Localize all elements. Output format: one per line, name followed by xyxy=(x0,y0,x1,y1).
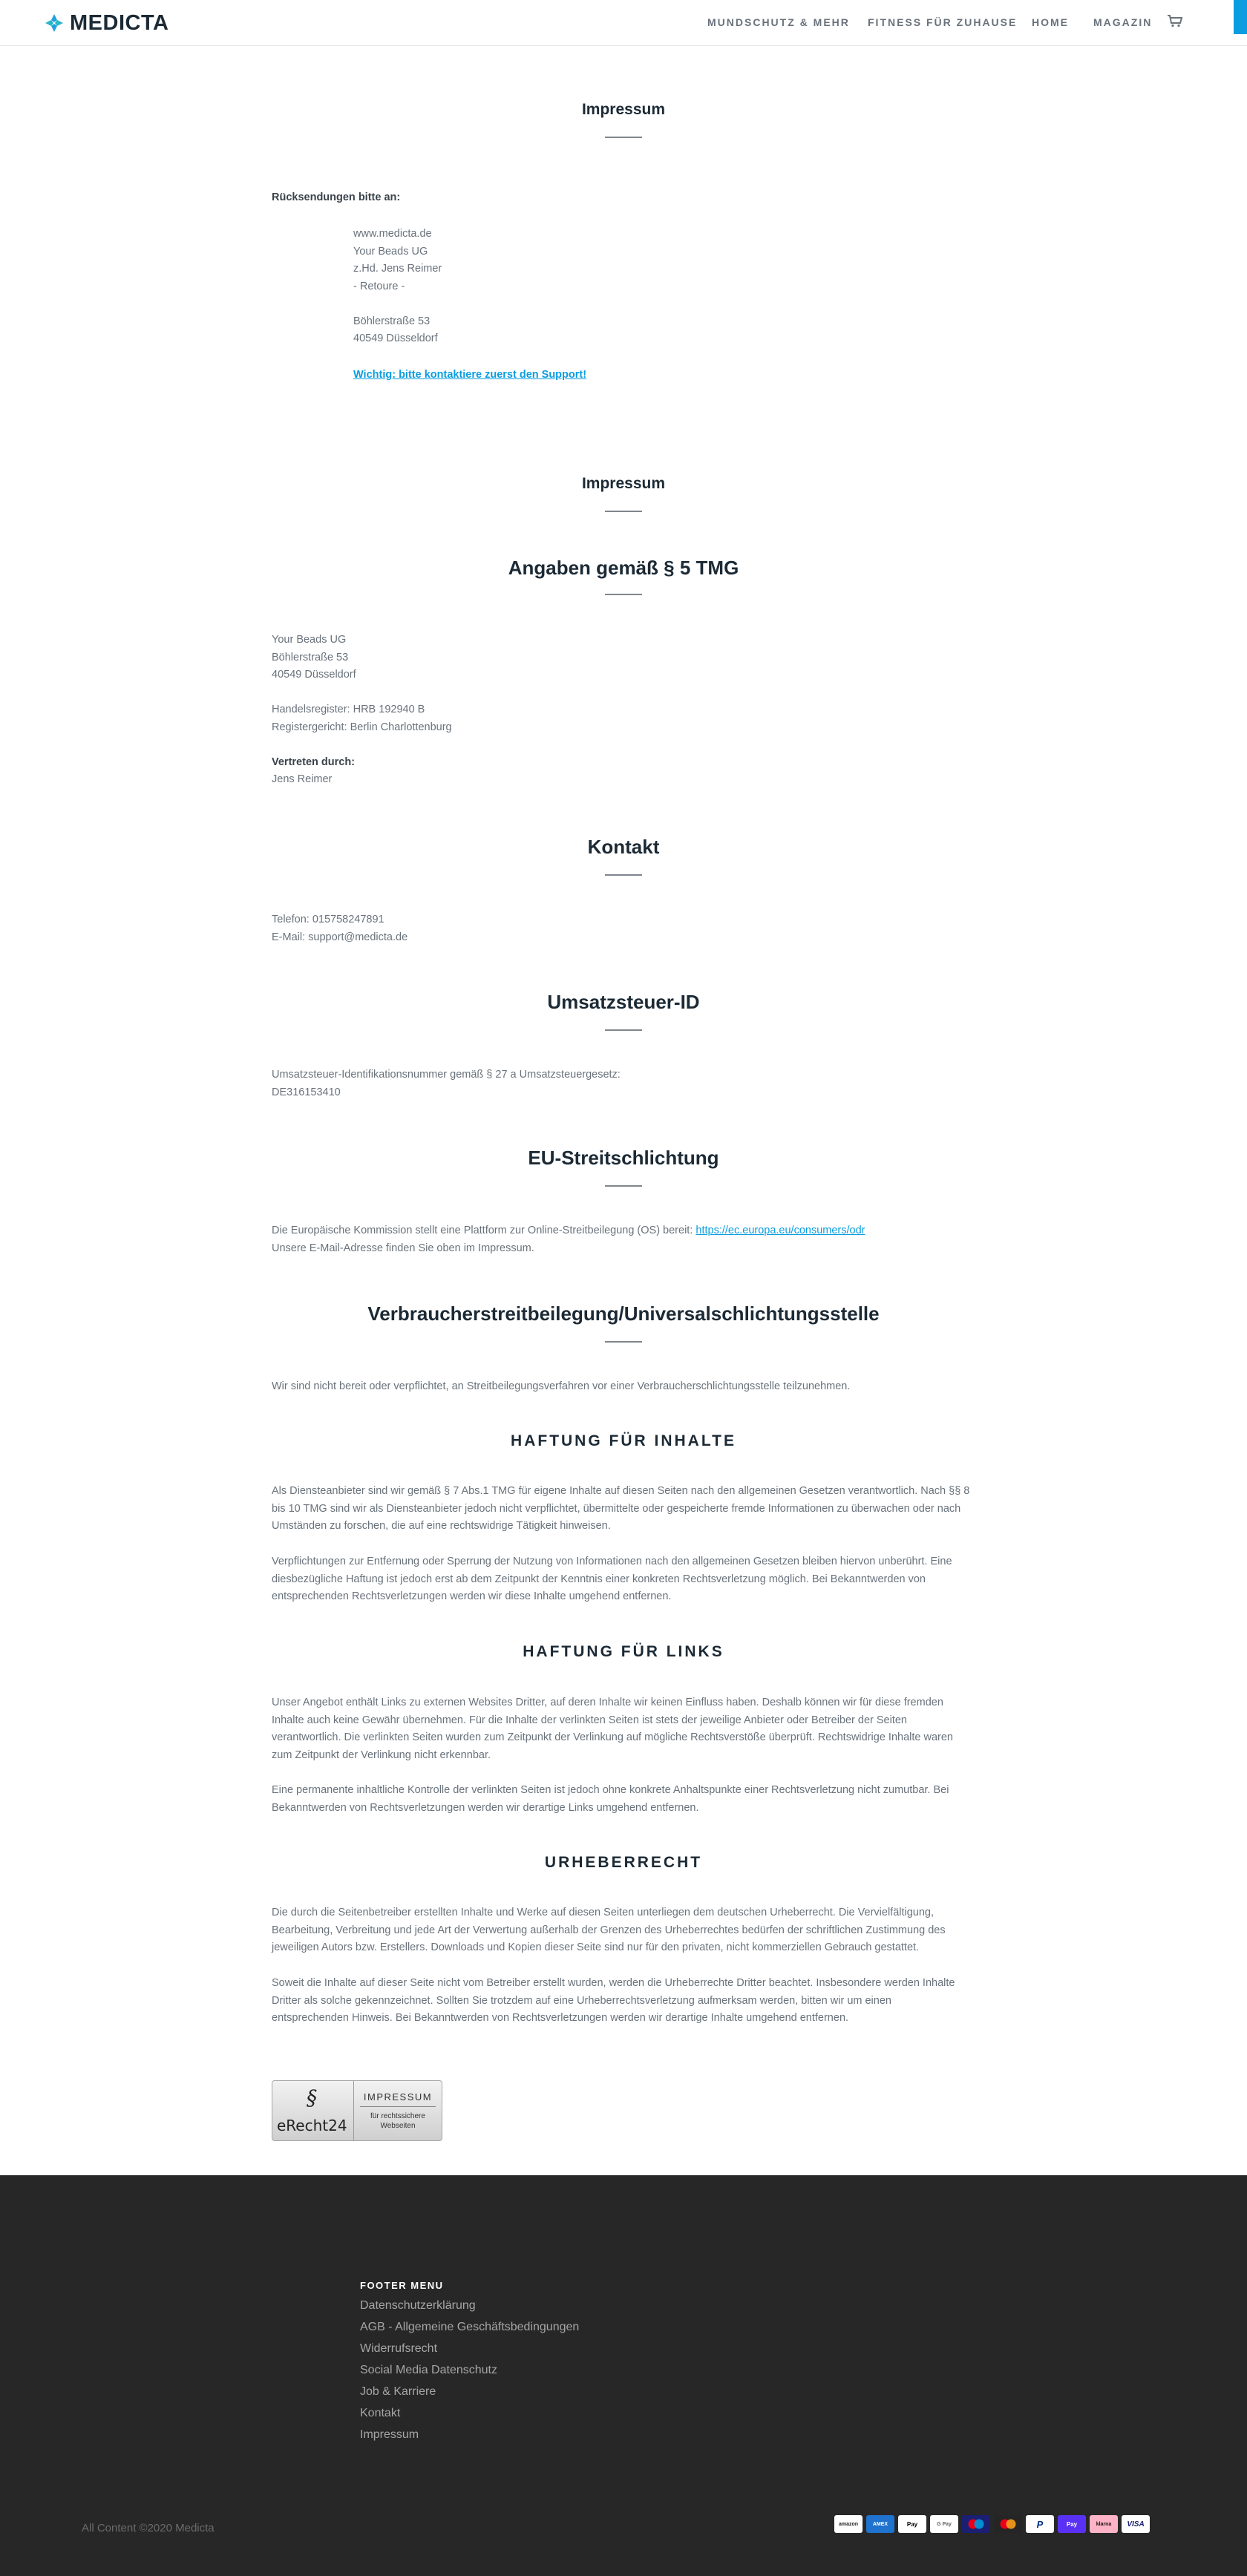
nav-mundschutz[interactable]: MUNDSCHUTZ & MEHR xyxy=(707,16,850,28)
represented-label: Vertreten durch: xyxy=(272,756,355,768)
address-line: - Retoure - xyxy=(353,280,405,292)
divider xyxy=(605,1341,642,1343)
haftung-links-title: HAFTUNG FÜR LINKS xyxy=(523,1643,724,1660)
amazon-pay-icon xyxy=(834,2515,863,2533)
footer-link-agb[interactable]: AGB - Allgemeine Geschäftsbedingungen xyxy=(360,2321,580,2333)
footer-link-jobs[interactable]: Job & Karriere xyxy=(360,2385,436,2398)
text-line: entsprechenden Rechtsverletzungen werden wir diese Inhalte umgehend entfernen. xyxy=(272,1590,672,1602)
nav-magazin[interactable]: MAGAZIN xyxy=(1093,16,1153,28)
returns-title: Impressum xyxy=(581,101,666,118)
google-pay-label: G Pay xyxy=(937,2521,952,2527)
text-line: Bearbeitung, Verbreitung und jede Art der Verwertung außerhalb der Grenzen des Urheberrechtes bedürfen der schriftlichen Zustimmung des xyxy=(272,1924,946,1936)
divider xyxy=(605,511,642,512)
text-line: Inhalte auch keine Gewähr übernehmen. Für die Inhalte der verlinkten Seiten ist stets der jeweilige Anbieter oder Betreiber der Seiten xyxy=(272,1714,907,1726)
cart-icon[interactable] xyxy=(1167,14,1183,27)
paypal-icon xyxy=(1026,2515,1054,2533)
ust-line: Umsatzsteuer-Identifikationsnummer gemäß § 27 a Umsatzsteuergesetz: xyxy=(272,1069,621,1081)
text-line: Dritter als solche gekennzeichnet. Sollten Sie trotzdem auf eine Urheberrechtsverletzung aufmerksam werden, bitten wir um einen xyxy=(272,1994,891,2007)
ust-number: DE316153410 xyxy=(272,1086,341,1098)
company-line: 40549 Düsseldorf xyxy=(272,669,356,681)
address-line: 40549 Düsseldorf xyxy=(353,332,438,344)
erecht24-badge[interactable] xyxy=(272,2080,442,2141)
klarna-label: klarna xyxy=(1096,2521,1112,2527)
google-pay-icon xyxy=(930,2515,958,2533)
address-line: Your Beads UG xyxy=(353,245,428,258)
paypal-label: P xyxy=(1036,2518,1044,2530)
ust-title: Umsatzsteuer-ID xyxy=(547,991,700,1013)
urheberrecht-p1 xyxy=(272,1904,972,1957)
haftung-links-p2 xyxy=(272,1782,972,1817)
company-address xyxy=(272,632,452,789)
side-tab[interactable] xyxy=(1234,0,1247,34)
eu-title: EU-Streitschlichtung xyxy=(528,1147,719,1169)
text-line: entsprechenden Hinweis. Bei Bekanntwerden von Rechtsverletzungen werden wir derartige Inhalte umgehend entfernen. xyxy=(272,2012,849,2024)
phone-text: Telefon: 015758247891 xyxy=(272,914,384,925)
text-line: diesbezügliche Haftung ist jedoch erst ab dem Zeitpunkt der Kenntnis einer konkreten Rechtsverletzung möglich. Bei Bekanntwerden von xyxy=(272,1573,926,1585)
badge-title: IMPRESSUM xyxy=(363,2091,433,2103)
footer-menu-title: FOOTER MENU xyxy=(360,2280,444,2291)
address-line: z.Hd. Jens Reimer xyxy=(353,263,442,275)
eu-odr-link[interactable]: https://ec.europa.eu/consumers/odr xyxy=(695,1225,865,1236)
ust-text xyxy=(272,1066,621,1101)
shop-pay-label: Pay xyxy=(1066,2520,1078,2528)
divider xyxy=(605,874,642,876)
shop-pay-icon xyxy=(1058,2515,1086,2533)
contact-info xyxy=(272,911,408,946)
text-line: bis 10 TMG sind wir als Diensteanbieter jedoch nicht verpflichtet, übermittelte oder gespeicherte fremde Informationen zu überwachen oder nach xyxy=(272,1502,961,1515)
visa-label: VISA xyxy=(1127,2520,1145,2529)
eu-text-line: Die Europäische Kommission stellt eine Plattform zur Online-Streitbeilegung (OS) bereit: xyxy=(272,1225,693,1236)
badge-sub2: Webseiten xyxy=(380,2122,416,2130)
returns-label: Rücksendungen bitte an: xyxy=(272,191,401,203)
urheberrecht-p2 xyxy=(272,1975,972,2028)
represented-name: Jens Reimer xyxy=(272,773,333,785)
divider xyxy=(605,137,642,138)
footer-link-impressum[interactable]: Impressum xyxy=(360,2428,419,2441)
logo[interactable] xyxy=(45,10,168,36)
visa-icon xyxy=(1122,2515,1150,2533)
badge-brand-panel xyxy=(272,2081,354,2140)
vsbg-title: Verbraucherstreitbeilegung/Universalschlichtungsstelle xyxy=(367,1302,880,1325)
logo-icon xyxy=(45,13,64,33)
text-line: jeweiligen Autors bzw. Erstellers. Downloads und Kopien dieser Seite sind nur für den privaten, nicht kommerziellen Gebrauch gestattet. xyxy=(272,1941,920,1953)
impressum-title: Impressum xyxy=(581,475,666,492)
divider xyxy=(605,594,642,595)
company-line: Böhlerstraße 53 xyxy=(272,651,349,663)
maestro-circles-icon xyxy=(966,2518,986,2530)
haftung-inhalte-title: HAFTUNG FÜR INHALTE xyxy=(511,1432,736,1449)
apple-pay-label: Pay xyxy=(906,2520,918,2528)
logo-text: MEDICTA xyxy=(70,10,169,35)
mastercard-icon xyxy=(994,2515,1022,2533)
haftung-links-p1 xyxy=(272,1694,972,1764)
site-header xyxy=(0,0,1247,46)
footer-link-datenschutz[interactable]: Datenschutzerklärung xyxy=(360,2299,476,2312)
support-link[interactable]: Wichtig: bitte kontaktiere zuerst den Support! xyxy=(353,369,587,381)
text-line: Verpflichtungen zur Entfernung oder Sperrung der Nutzung von Informationen nach den allgemeinen Gesetzen bleiben hiervon unberührt. Eine xyxy=(272,1556,952,1567)
text-line: Unser Angebot enthält Links zu externen Websites Dritter, auf deren Inhalte wir keinen Einfluss haben. Deshalb können wir für diese fremden xyxy=(272,1697,943,1708)
footer-link-social-media[interactable]: Social Media Datenschutz xyxy=(360,2364,497,2376)
divider xyxy=(605,1185,642,1187)
returns-address xyxy=(353,226,442,348)
badge-sub1: für rechtssichere xyxy=(370,2112,425,2120)
company-line: Your Beads UG xyxy=(272,634,347,646)
eu-text xyxy=(272,1222,865,1257)
kontakt-title: Kontakt xyxy=(587,836,660,858)
address-line: www.medicta.de xyxy=(353,228,432,240)
vsbg-text: Wir sind nicht bereit oder verpflichtet, an Streitbeilegungsverfahren vor einer Verbraucherschlichtungsstelle teilzunehmen. xyxy=(272,1380,851,1392)
text-line: Eine permanente inhaltliche Kontrolle der verlinkten Seiten ist jedoch ohne konkrete Anhaltspunkte einer Rechtsverletzung nicht zumutbar. Bei xyxy=(272,1784,949,1796)
amex-label: AMEX xyxy=(872,2521,888,2527)
section-sign-icon: § xyxy=(307,2085,317,2110)
text-line: Die durch die Seitenbetreiber erstellten Inhalte und Werke auf diesen Seiten unterliegen dem deutschen Urheberrecht. Die Vervielfältigung, xyxy=(272,1907,935,1918)
text-line: verantwortlich. Die verlinkten Seiten wurden zum Zeitpunkt der Verlinkung auf mögliche Rechtsverstöße überprüft. Rechtswidrige Inhalte waren xyxy=(272,1731,953,1743)
tmg-title: Angaben gemäß § 5 TMG xyxy=(508,557,739,579)
badge-text-panel xyxy=(354,2081,442,2140)
eu-text-line2: Unsere E-Mail-Adresse finden Sie oben im Impressum. xyxy=(272,1242,534,1254)
badge-brand: eRecht24 xyxy=(277,2117,347,2134)
email-text: E-Mail: support@medicta.de xyxy=(272,931,408,943)
text-line: Soweit die Inhalte auf dieser Seite nicht vom Betreiber erstellt wurden, werden die Urheberrechte Dritter beachtet. Insbesondere werden Inhalte xyxy=(272,1977,955,1989)
copyright: All Content ©2020 Medicta xyxy=(82,2522,215,2534)
haftung-inhalte-p1 xyxy=(272,1483,972,1536)
mastercard-circles-icon xyxy=(998,2518,1018,2530)
register-line: Handelsregister: HRB 192940 B xyxy=(272,704,425,715)
text-line: Bekanntwerden von Rechtsverletzungen werden wir derartige Links umgehend entfernen. xyxy=(272,1801,699,1814)
text-line: zum Zeitpunkt der Verlinkung nicht erkennbar. xyxy=(272,1749,491,1761)
text-line: Umständen zu forschen, die auf eine rechtswidrige Tätigkeit hinweisen. xyxy=(272,1520,611,1532)
amex-icon xyxy=(866,2515,894,2533)
nav-fitness[interactable]: FITNESS FÜR ZUHAUSE xyxy=(868,16,1018,28)
divider xyxy=(605,1029,642,1031)
apple-pay-icon xyxy=(898,2515,926,2533)
amazon-label: amazon xyxy=(838,2521,859,2527)
nav-home[interactable]: HOME xyxy=(1032,16,1069,28)
footer-link-widerruf[interactable]: Widerrufsrecht xyxy=(360,2342,438,2355)
register-line: Registergericht: Berlin Charlottenburg xyxy=(272,721,452,733)
klarna-icon xyxy=(1090,2515,1118,2533)
maestro-icon xyxy=(962,2515,990,2533)
urheberrecht-title: URHEBERRECHT xyxy=(544,1854,703,1871)
address-line: Böhlerstraße 53 xyxy=(353,315,431,327)
haftung-inhalte-p2 xyxy=(272,1553,972,1606)
text-line: Als Diensteanbieter sind wir gemäß § 7 Abs.1 TMG für eigene Inhalte auf diesen Seiten nach den allgemeinen Gesetzen verantwortlich. Nach §§ 8 xyxy=(272,1485,970,1497)
footer-link-kontakt[interactable]: Kontakt xyxy=(360,2407,401,2419)
